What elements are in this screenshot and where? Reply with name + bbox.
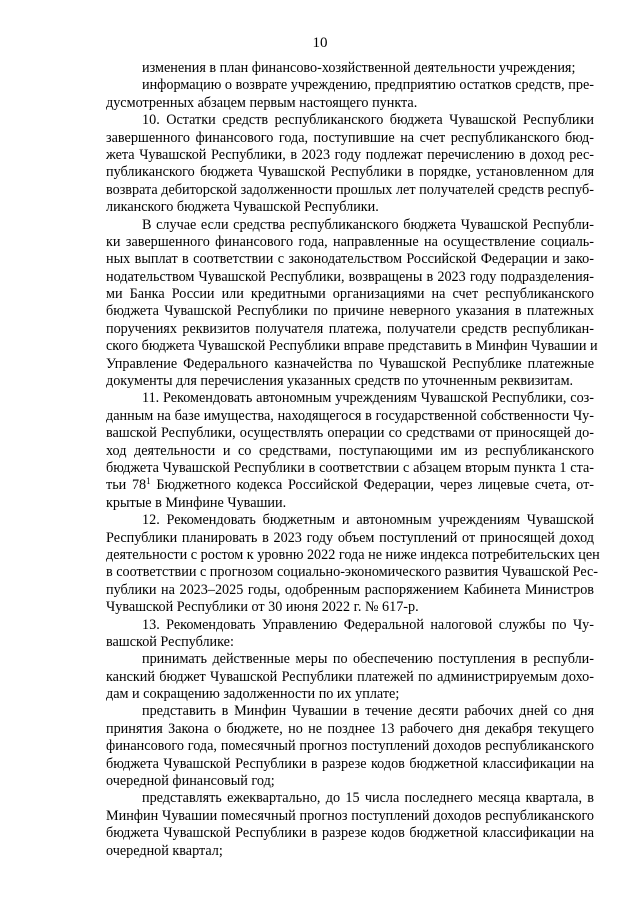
- text-line: 12. Рекомендовать бюджетным и автономным учреждениям Чувашской: [142, 512, 594, 529]
- text-line: Чувашской Республики от 30 июня 2022 г. № 617-р.: [106, 599, 419, 616]
- text-line: канский бюджет Чувашской Республики платежей по администрируемым дохо-: [106, 668, 594, 685]
- text-line: представлять ежеквартально, до 15 числа последнего месяца квартала, в: [142, 790, 594, 807]
- text-line: очередной квартал;: [106, 842, 223, 859]
- text-line: тьи $78^1$ Бюджетного кодекса Российской Федерации, через лицевые счета, от-: [106, 476, 595, 494]
- text-line: поручениях реквизитов получателя платежа, получатели средств республикан-: [106, 320, 594, 337]
- text-line: дусмотренных абзацем первым настоящего пункта.: [106, 94, 418, 111]
- text-line: принятия Закона о бюджете, но не позднее 13 рабочего дня декабря текущего: [106, 720, 594, 737]
- text-line: 11. Рекомендовать автономным учреждениям Чувашской Республики, соз-: [142, 390, 594, 407]
- paragraph: [106, 216, 598, 391]
- text-line: деятельности с ростом к уровню 2022 года не ниже индекса потребительских цен: [106, 546, 600, 563]
- text-line: Управление Федерального казначейства по Чувашской Республике платежные: [106, 355, 594, 372]
- text-line: 13. Рекомендовать Управлению Федеральной налоговой службы по Чу-: [142, 616, 594, 633]
- paragraph: [106, 112, 594, 216]
- text-line: Минфин Чувашии помесячный прогноз поступлений доходов республиканского: [106, 807, 594, 824]
- paragraph: [106, 60, 594, 77]
- document-body: [106, 60, 600, 860]
- text-line: бюджета Чувашской Республики по причине неверного указания в платежных: [106, 303, 594, 320]
- text-line: вашской Республике:: [106, 633, 234, 650]
- text-line: бюджета Чувашской Республики в разрезе кодов бюджетной классификации на: [106, 825, 594, 842]
- paragraph: [106, 703, 594, 790]
- paragraph: [106, 512, 600, 616]
- text-line: дам и сокращению задолженности по их уплате;: [106, 686, 400, 703]
- text-line: в соответствии с прогнозом социально-экономического развития Чувашской Рес-: [106, 564, 598, 581]
- text-line: ки завершенного финансового года, направленные на осуществление социаль-: [106, 233, 594, 250]
- text-line: финансового года, помесячный прогноз поступлений доходов республиканского: [106, 738, 594, 755]
- text-line: бюджета Чувашской Республики в разрезе кодов бюджетной классификации на: [106, 755, 594, 772]
- text-line: ского бюджета Чувашской Республики вправе представить в Минфин Чувашии и: [106, 338, 598, 355]
- text-line: ход деятельности и со средствами, поступающими им из республиканского: [106, 442, 594, 459]
- text-line: В случае если средства республиканского бюджета Чувашской Республи-: [142, 216, 594, 233]
- superscript: 1: [146, 476, 151, 487]
- text-line: данным на базе имущества, находящегося в государственной собственности Чу-: [106, 407, 594, 424]
- text-line: информацию о возврате учреждению, предприятию остатков средств, пре-: [142, 77, 594, 94]
- text-line: жета Чувашской Республики, в 2023 году подлежат перечислению в доход рес-: [106, 146, 594, 163]
- text-line: публики на 2023–2025 годы, одобренным распоряжением Кабинета Министров: [106, 581, 594, 598]
- text-line: вашской Республики, осуществлять операции со средствами от приносящей до-: [106, 425, 594, 442]
- text-line: нодательством Чувашской Республики, возвращены в 2023 году подразделения-: [106, 268, 594, 285]
- page-number: 10: [312, 35, 328, 51]
- paragraph: [106, 651, 594, 703]
- text-line: завершенного финансового года, поступившие на счет республиканского бюд-: [106, 129, 594, 146]
- paragraph: [106, 790, 594, 860]
- paragraph: [106, 617, 594, 652]
- text-line: ликанского бюджета Чувашской Республики.: [106, 199, 379, 216]
- text-line: ми Банка России или кредитными организациями на счет республиканского: [106, 286, 594, 303]
- text-line: публиканского бюджета Чувашской Республики в порядке, установленном для: [106, 164, 594, 181]
- text-line: изменения в план финансово-хозяйственной деятельности учреждения;: [142, 60, 576, 76]
- text-line: крытые в Минфине Чувашии.: [106, 494, 287, 511]
- text-line: очередной финансовый год;: [106, 773, 275, 790]
- paragraph: [106, 77, 594, 112]
- text-line: Республики планировать в 2023 году объем поступлений от приносящей доход: [106, 529, 594, 546]
- paragraph: [106, 390, 594, 512]
- text-line: возврата дебиторской задолженности прошлых лет получателей средств респуб-: [106, 181, 594, 198]
- text-line: принимать действенные меры по обеспечению поступления в республи-: [142, 651, 594, 668]
- text-line: документы для перечисления указанных средств по уточненным реквизитам.: [106, 373, 574, 390]
- text-line: представить в Минфин Чувашии в течение десяти рабочих дней со дня: [142, 703, 594, 720]
- text-line: бюджета Чувашской Республики в соответствии с абзацем вторым пункта 1 ста-: [106, 459, 594, 476]
- text-line: 10. Остатки средств республиканского бюджета Чувашской Республики: [142, 112, 594, 129]
- text-line: ных выплат в соответствии с законодательством Российской Федерации и зако-: [106, 251, 594, 268]
